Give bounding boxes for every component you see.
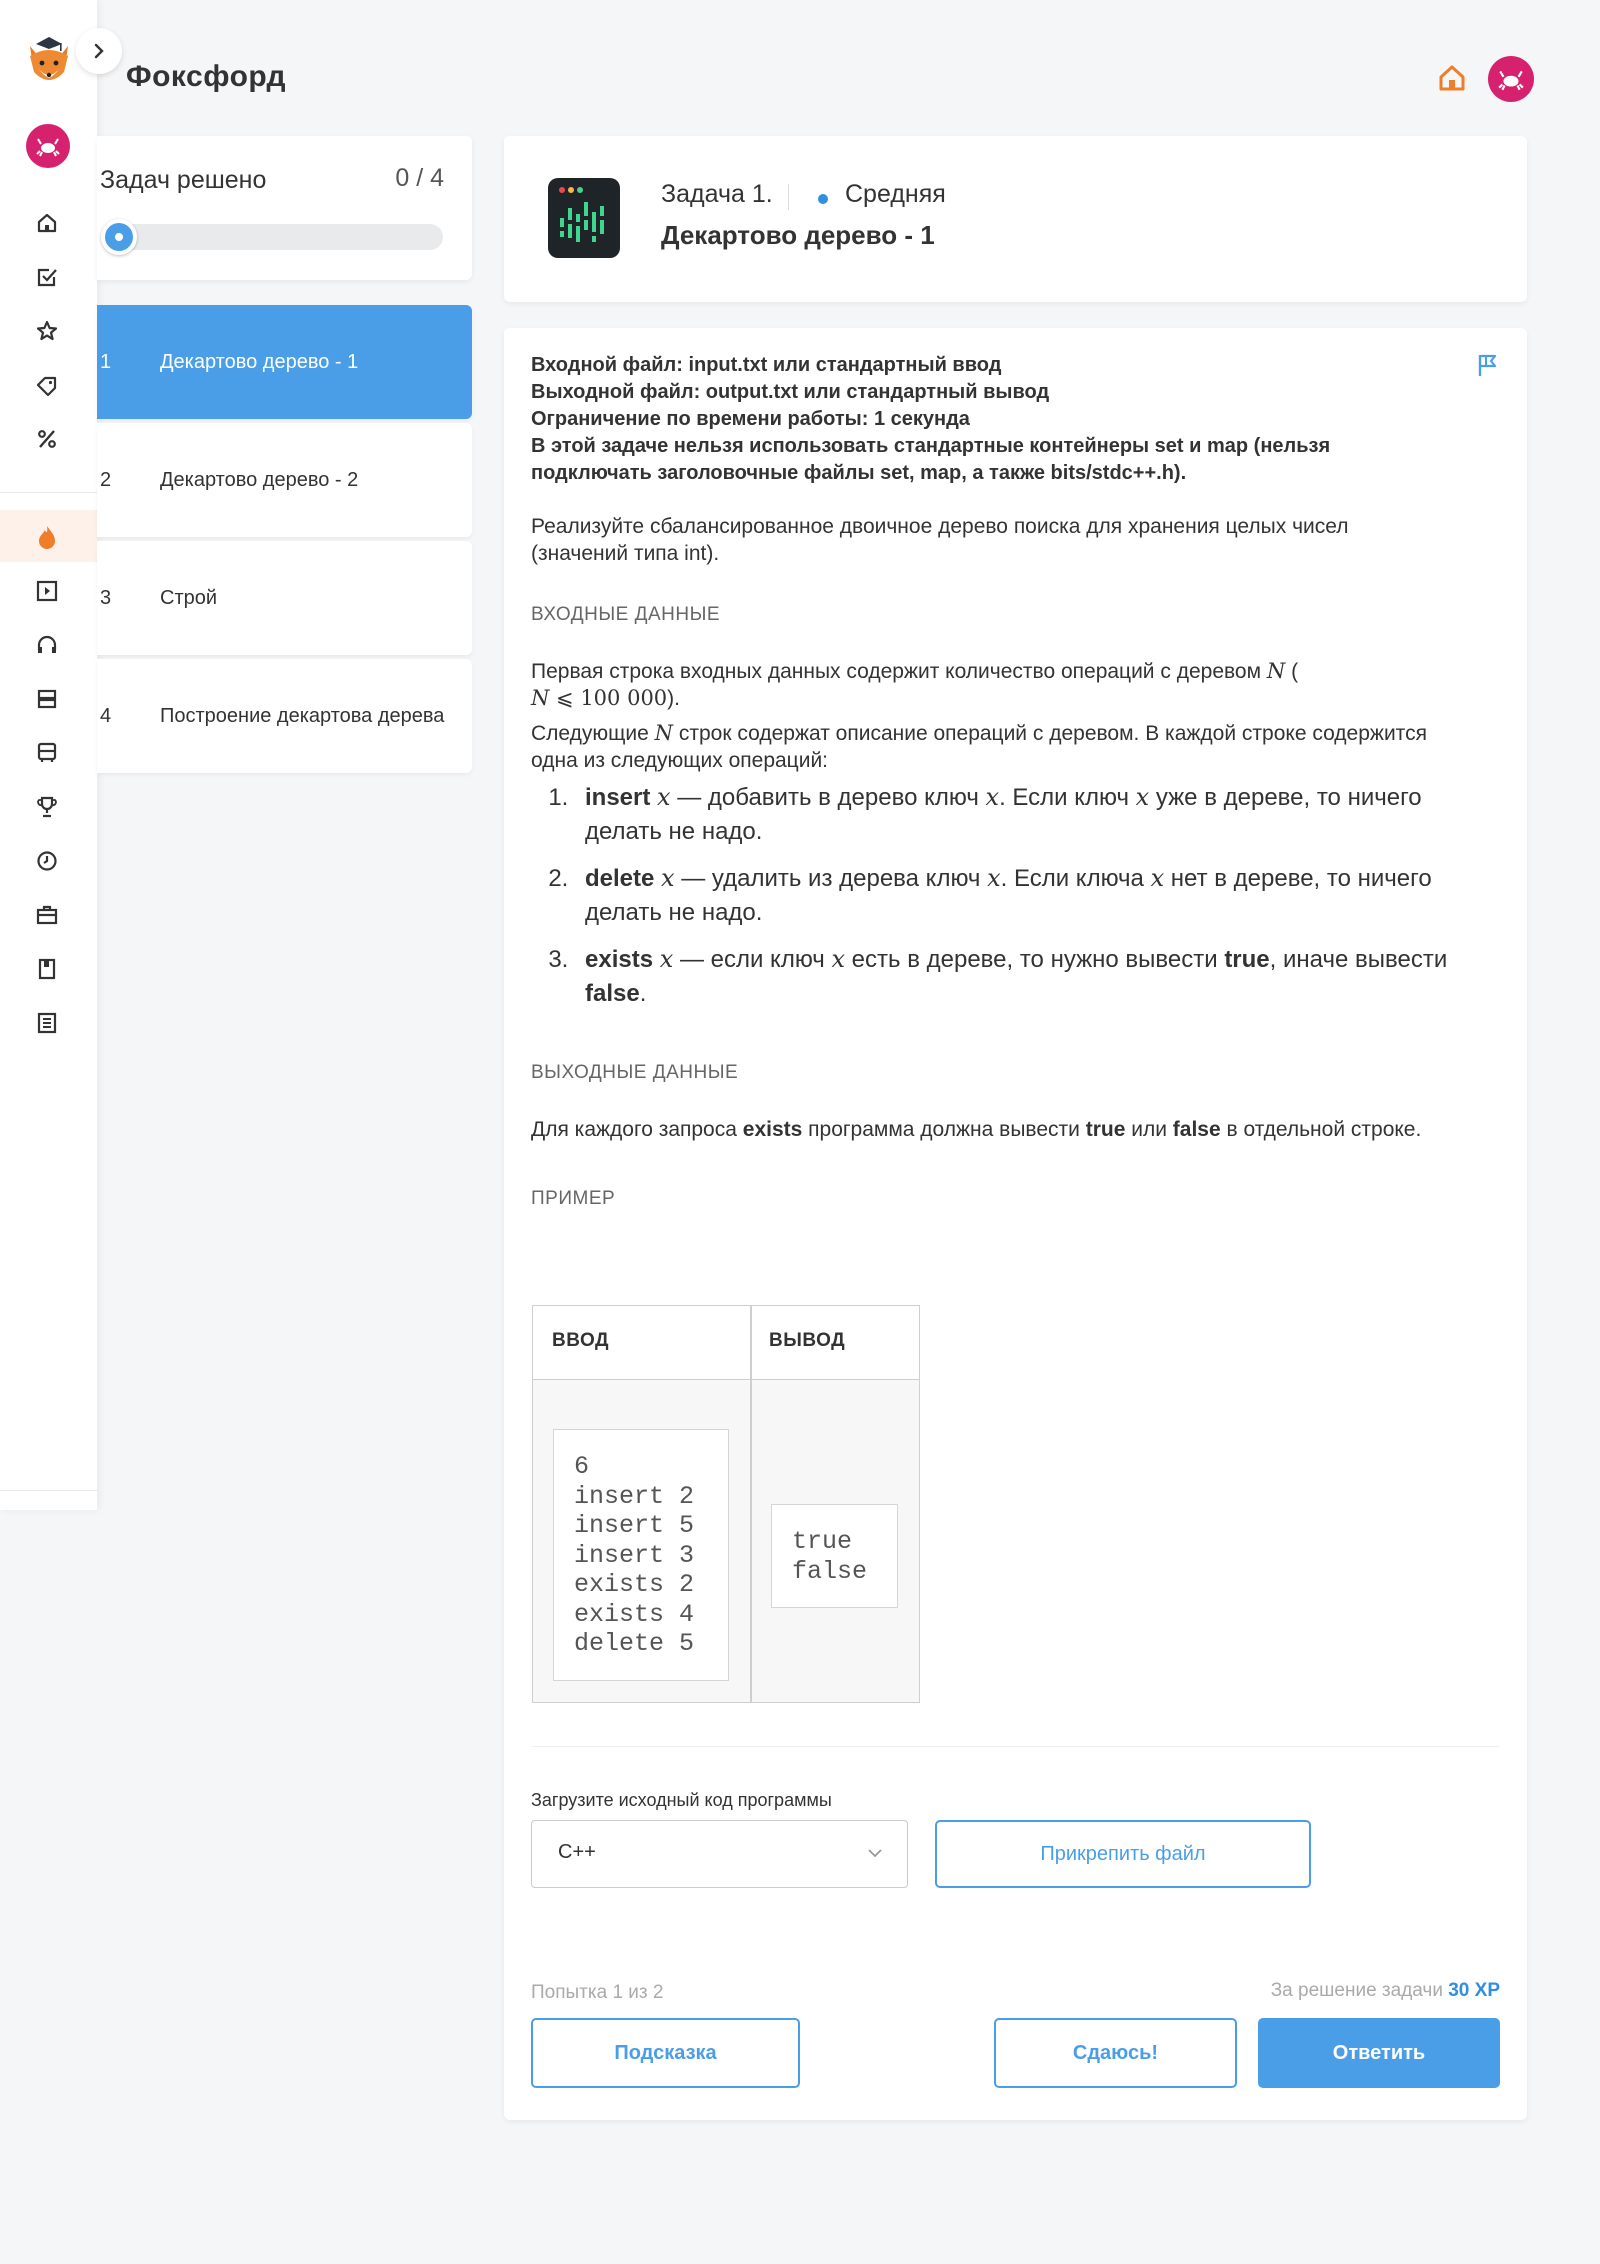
section-divider: [532, 1746, 1499, 1747]
crab-icon: [1497, 67, 1525, 91]
star-icon[interactable]: [32, 316, 62, 346]
user-avatar-small[interactable]: [26, 124, 70, 168]
play-square-icon[interactable]: [32, 576, 62, 606]
task-number-label: Задача 1.: [661, 180, 773, 208]
xp-reward: За решение задачи 30 XP: [1270, 1980, 1500, 2001]
input-paragraph-2: Следующие N строк содержат описание операций с деревом. В каждой строке содержится одна из следующих операций:: [531, 721, 1427, 772]
task-title: Декартово дерево - 2: [160, 468, 359, 491]
task-header-card: [504, 136, 1527, 302]
tasks-check-icon[interactable]: [32, 262, 62, 292]
task-item-2[interactable]: [97, 423, 472, 537]
language-select-value: C++: [558, 1841, 596, 1863]
progress-card: [97, 136, 472, 280]
task-intro: Реализуйте сбалансированное двоичное дерево поиска для хранения целых чисел (значений типа int).: [531, 515, 1349, 565]
book-icon[interactable]: [32, 954, 62, 984]
user-avatar[interactable]: [1488, 56, 1534, 102]
operation-delete: 2. delete x — удалить из дерева ключ x. Если ключа x нет в дереве, то ничего делать не надо.: [575, 861, 1451, 930]
task-item-4[interactable]: [97, 659, 472, 773]
task-statement-card: [504, 328, 1527, 2120]
brand-title: Фоксфорд: [126, 60, 287, 93]
restriction-line: В этой задаче нельзя использовать стандартные контейнеры set и map (нельзя подключать заголовочные файлы set, map, а также bits/stdc++.h).: [531, 435, 1331, 484]
progress-count: 0 / 4: [395, 164, 444, 192]
task-title-heading: Декартово дерево - 1: [661, 220, 935, 250]
input-file-line: Входной файл: input.txt или стандартный ввод: [531, 354, 1002, 376]
expand-sidebar-button[interactable]: [76, 28, 122, 74]
difficulty-dot-icon: [818, 194, 828, 204]
example-output-value[interactable]: true false: [771, 1504, 898, 1608]
upload-label: Загрузите исходный код программы: [531, 1790, 832, 1810]
task-item-1[interactable]: [97, 305, 472, 419]
output-file-line: Выходной файл: output.txt или стандартный вывод: [531, 381, 1050, 403]
headphones-icon[interactable]: [32, 630, 62, 660]
file-limits: [531, 352, 1451, 487]
chevron-right-icon: [92, 42, 106, 60]
home-icon[interactable]: [1436, 62, 1468, 94]
chevron-down-icon: [865, 1843, 885, 1863]
example-table: [532, 1305, 920, 1703]
progress-label: Задач решено: [100, 166, 267, 194]
xp-value: 30 XP: [1448, 1980, 1500, 2001]
tag-icon[interactable]: [32, 370, 62, 400]
language-select[interactable]: [531, 1820, 908, 1888]
task-title: Построение декартова дерева: [160, 704, 445, 727]
progress-bar: [101, 224, 443, 250]
operation-insert: 1. insert x — добавить в дерево ключ x. Если ключ x уже в дереве, то ничего делать не надо.: [575, 780, 1451, 849]
example-heading: ПРИМЕР: [531, 1188, 616, 1209]
task-number: 3: [100, 586, 112, 609]
input-column-header: ВВОД: [552, 1330, 610, 1351]
output-paragraph: Для каждого запроса exists программа должна вывести true или false в отдельной строке.: [531, 1118, 1422, 1141]
input-paragraph-1: Первая строка входных данных содержит количество операций с деревом N ( N ⩽ 100 000).: [531, 659, 1299, 710]
task-title: Строй: [160, 586, 218, 609]
attach-file-button[interactable]: Прикрепить файл: [935, 1820, 1311, 1888]
attempts-counter: Попытка 1 из 2: [531, 1982, 664, 2003]
task-number: 4: [100, 704, 112, 727]
trophy-icon[interactable]: [32, 792, 62, 822]
task-number: 1: [100, 350, 112, 373]
time-limit-line: Ограничение по времени работы: 1 секунда: [531, 408, 970, 430]
percent-icon[interactable]: [32, 424, 62, 454]
hint-button[interactable]: Подсказка: [531, 2018, 800, 2088]
output-column-header: ВЫВОД: [769, 1330, 846, 1351]
input-heading: ВХОДНЫЕ ДАННЫЕ: [531, 604, 721, 625]
output-heading: ВЫХОДНЫЕ ДАННЫЕ: [531, 1062, 739, 1083]
difficulty-label: Средняя: [845, 180, 946, 208]
code-task-icon: [548, 178, 620, 258]
crab-icon: [35, 135, 61, 157]
example-input-value[interactable]: 6 insert 2 insert 5 insert 3 exists 2 exists 4 delete 5: [553, 1429, 729, 1681]
operations-list: [575, 780, 1451, 1011]
clock-icon[interactable]: [32, 846, 62, 876]
progress-knob: [101, 219, 137, 255]
left-nav-rail: [0, 0, 97, 1510]
operation-exists: 3. exists x — если ключ x есть в дереве, то нужно вывести true, иначе вывести false.: [575, 942, 1451, 1011]
home-icon[interactable]: [32, 208, 62, 238]
flame-icon[interactable]: [32, 522, 62, 552]
task-item-3[interactable]: [97, 541, 472, 655]
fox-logo-icon[interactable]: [24, 32, 74, 88]
task-title: Декартово дерево - 1: [160, 350, 359, 373]
give-up-button[interactable]: Сдаюсь!: [994, 2018, 1237, 2088]
submit-answer-button[interactable]: Ответить: [1258, 2018, 1500, 2088]
task-number: 2: [100, 468, 112, 491]
layers-icon[interactable]: [32, 684, 62, 714]
briefcase-icon[interactable]: [32, 900, 62, 930]
header-separator: [788, 184, 789, 210]
list-icon[interactable]: [32, 1008, 62, 1038]
report-flag-icon[interactable]: [1475, 352, 1501, 378]
bus-icon[interactable]: [32, 738, 62, 768]
